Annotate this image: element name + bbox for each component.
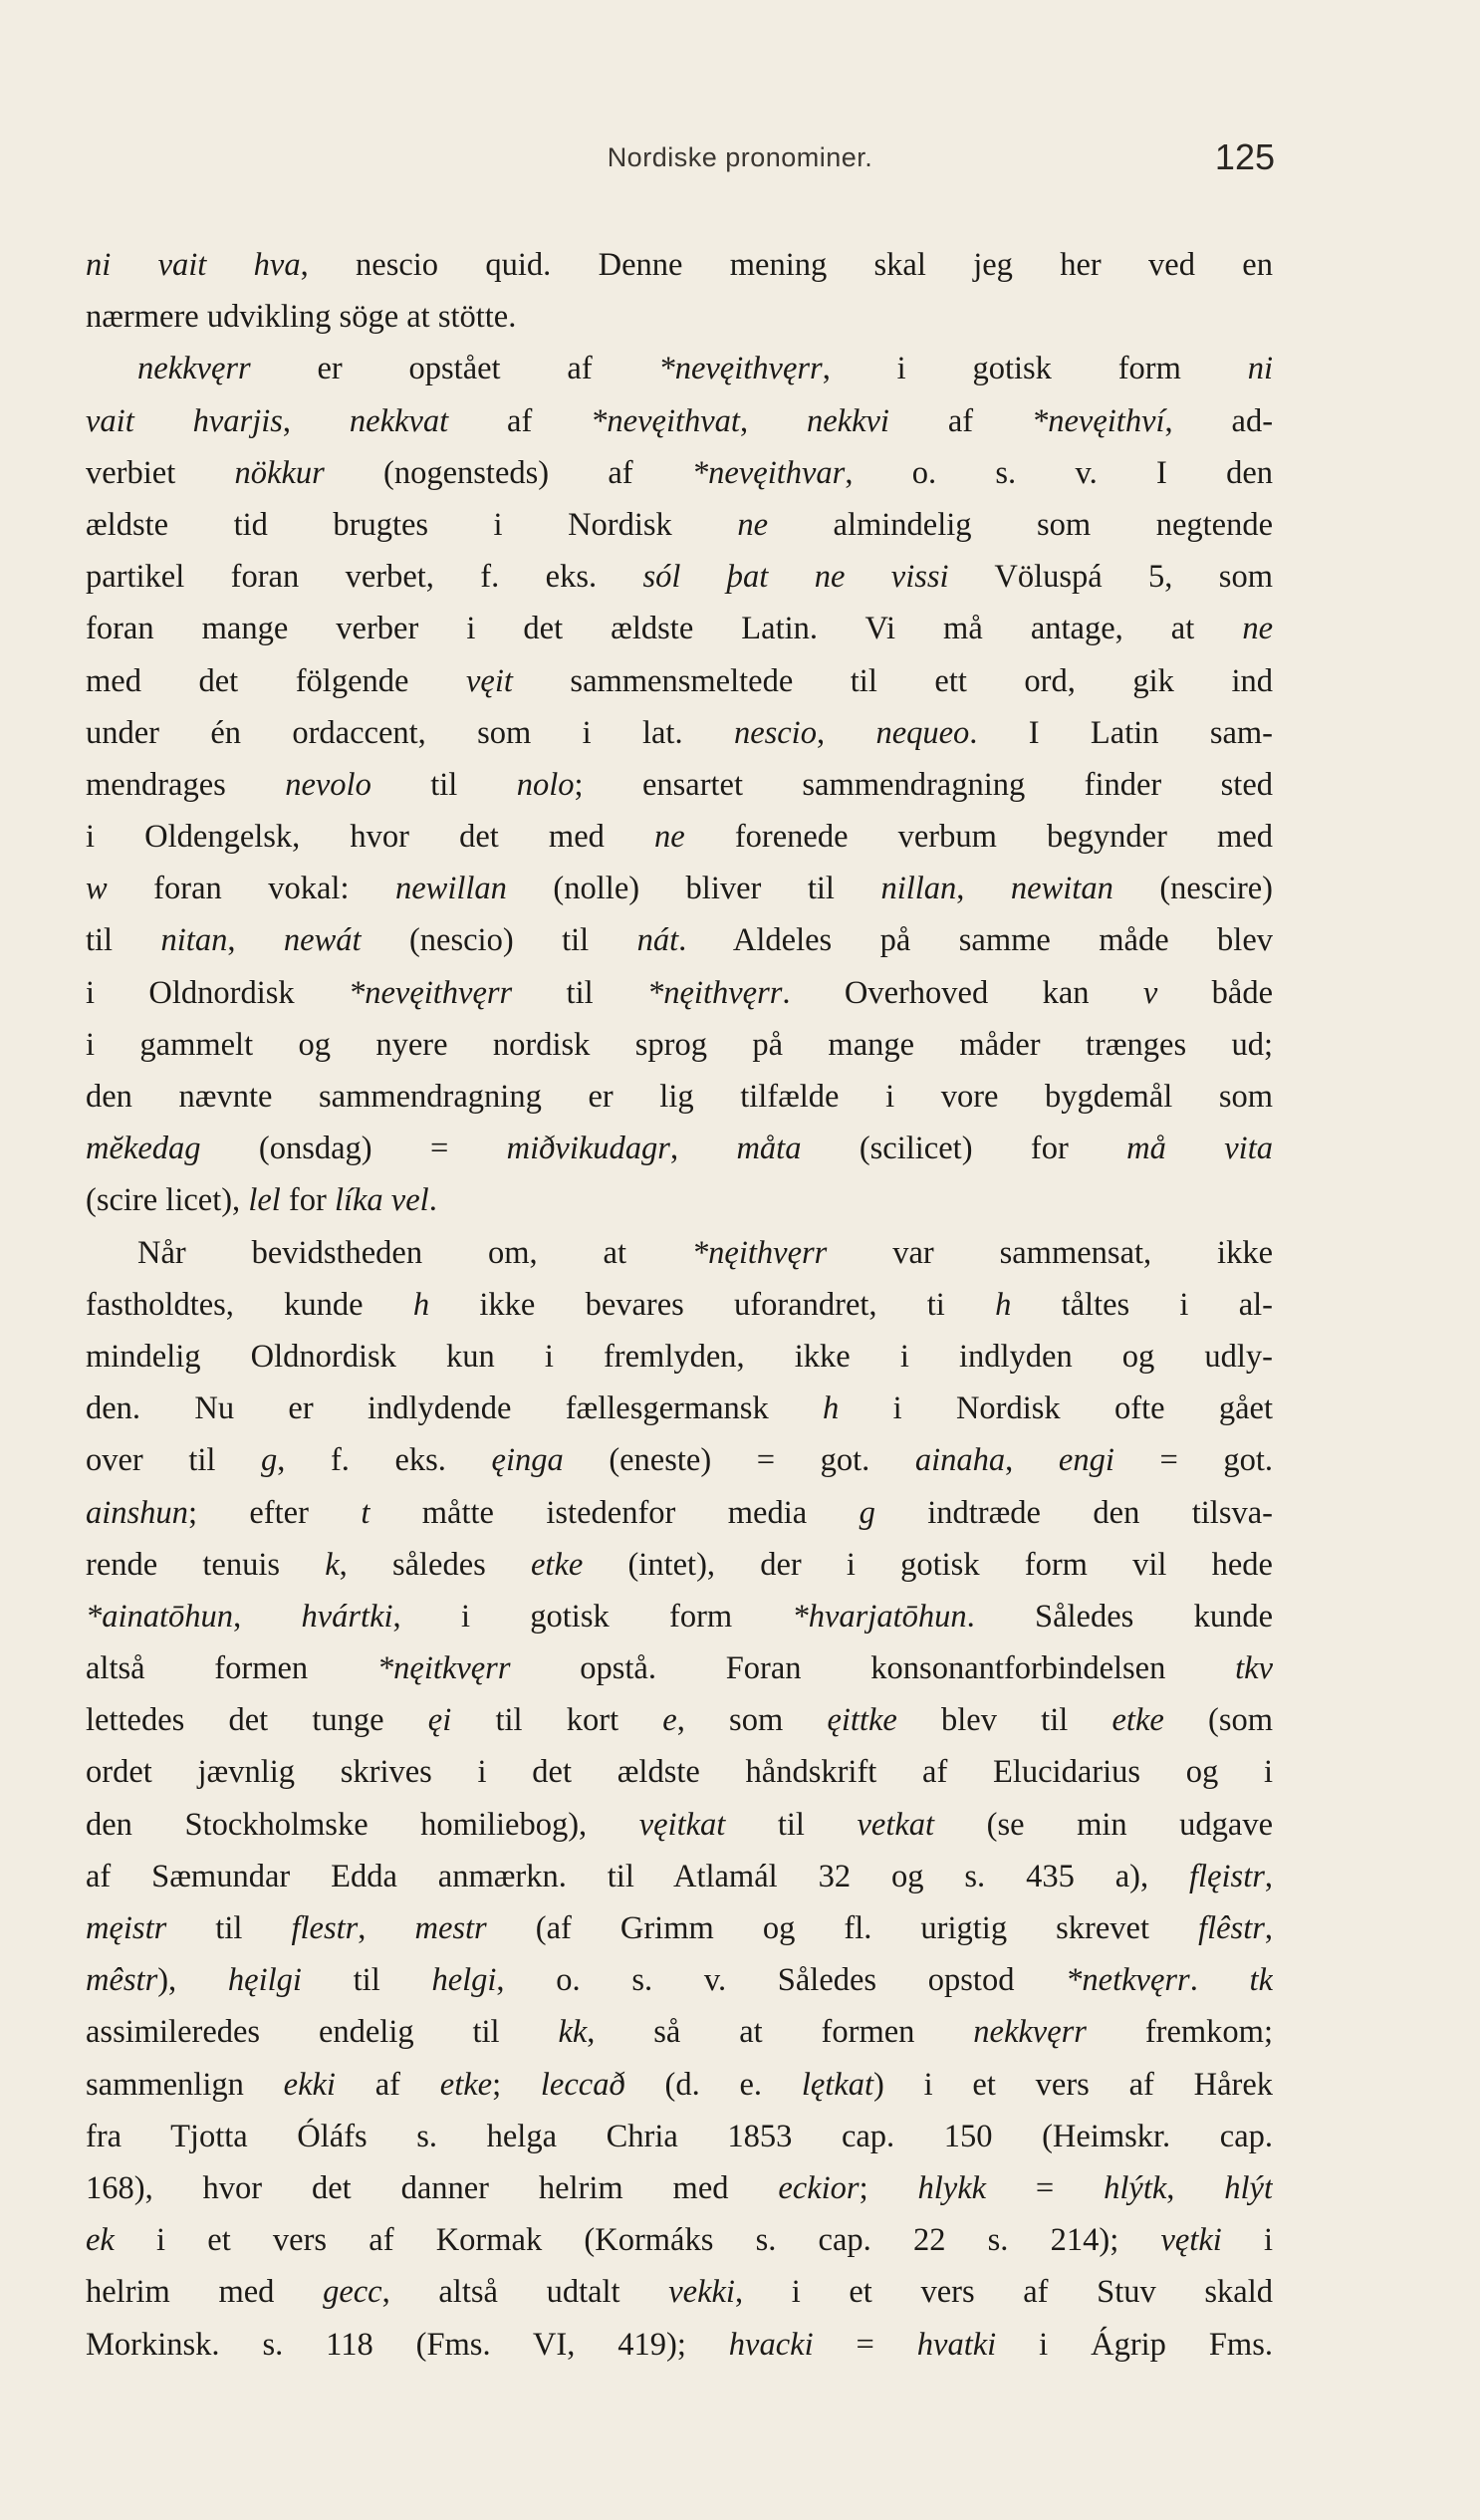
text-run: , i gotisk form [392, 1598, 793, 1635]
text-run: . [428, 1182, 437, 1219]
text-run: , [282, 402, 350, 439]
text-run: forenede verbum begynder med [684, 819, 1273, 856]
italic-term: e [662, 1702, 677, 1739]
italic-term: ne [1242, 611, 1273, 647]
text-line [86, 967, 1273, 1019]
text-run: både [1157, 974, 1273, 1011]
italic-term: nillan [880, 871, 957, 907]
italic-term: nökkur [234, 454, 325, 491]
text-run: lettedes det tunge [86, 1702, 428, 1739]
text-run: . [1189, 1962, 1250, 1999]
italic-term: *nevęithví [1031, 402, 1165, 439]
text-run: ) i et vers af Hårek [873, 2066, 1273, 2103]
italic-term: flêstr [1198, 1910, 1265, 1946]
text-line [86, 1851, 1273, 1902]
text-run: (af Grimm og fl. urigtig skrevet [486, 1910, 1199, 1946]
italic-term: *nęithvęrr [646, 974, 783, 1011]
italic-term: ęinga [491, 1442, 564, 1479]
text-run: (eneste) = got. [563, 1442, 915, 1479]
text-run: = [813, 2326, 917, 2363]
italic-term: nekkvat [349, 402, 449, 439]
italic-term: ainshun [86, 1494, 188, 1531]
italic-term: ainaha [914, 1442, 1006, 1479]
text-run: assimileredes endelig til [86, 2014, 559, 2051]
text-run: (nogensteds) af [324, 454, 692, 491]
italic-term: hvatki [916, 2326, 997, 2363]
text-run: foran vokal: [107, 871, 395, 907]
text-run: , [1005, 1442, 1059, 1479]
italic-term: g [859, 1494, 875, 1531]
text-run: (nescio) til [361, 922, 637, 959]
italic-term: måta [736, 1131, 802, 1167]
italic-term: *nevęithvęrr [658, 351, 823, 387]
italic-term: męistr [86, 1910, 167, 1946]
text-run: (onsdag) = [200, 1131, 507, 1167]
italic-term: etke [530, 1546, 584, 1583]
italic-term: tk [1249, 1962, 1273, 1999]
text-run: , f. eks. [277, 1442, 492, 1479]
text-run: af Sæmundar Edda anmærkn. til Atlamál 32 og s. 435 a), [86, 1858, 1190, 1894]
text-line [86, 447, 1273, 499]
italic-term: mĕkedag [86, 1131, 201, 1167]
text-run: Morkinsk. s. 118 (Fms. VI, 419); [86, 2326, 729, 2363]
text-run: Völuspá 5, som [948, 559, 1273, 596]
text-line [86, 2214, 1273, 2266]
italic-term: ęi [427, 1702, 452, 1739]
italic-term: vętki [1160, 2222, 1222, 2259]
text-run: måtte istedenfor media [370, 1494, 860, 1531]
text-run: fra Tjotta Óláfs s. helga Chria 1853 cap. 150 (Heimskr. cap. [86, 2118, 1273, 2154]
text-line [86, 863, 1273, 914]
text-run: helrim med [86, 2274, 324, 2311]
text-run: almindelig som negtende [768, 506, 1273, 543]
italic-term: vetkat [857, 1806, 935, 1843]
text-run: , [233, 1598, 302, 1635]
text-line [86, 1902, 1273, 1954]
text-run: i Ágrip Fms. [996, 2326, 1273, 2363]
text-line [86, 1591, 1273, 1642]
text-run: . I Latin sam- [969, 714, 1273, 751]
text-run: rende tenuis [86, 1546, 326, 1583]
italic-term: lel [248, 1182, 281, 1219]
body-text [86, 239, 1273, 2371]
text-line [86, 1954, 1273, 2006]
text-line [86, 395, 1273, 447]
italic-term: ne [737, 506, 769, 543]
text-run: verbiet [86, 454, 235, 491]
text-run: = got. [1113, 1442, 1273, 1479]
italic-term: vęit [465, 662, 513, 699]
text-run: foran mange verber i det ældste Latin. Vi må antage, at [86, 611, 1243, 647]
text-line [86, 914, 1273, 966]
text-run: , [358, 1910, 415, 1946]
italic-term: *nęitkvęrr [376, 1650, 511, 1687]
italic-term: w [86, 871, 108, 907]
text-run: til [370, 766, 517, 803]
italic-term: *nevęithvęrr [348, 974, 513, 1011]
text-line [86, 2266, 1273, 2318]
text-line [86, 2111, 1273, 2162]
italic-term: newitan [1010, 871, 1113, 907]
text-run: mendrages [86, 766, 286, 803]
italic-term: vęitkat [638, 1806, 726, 1843]
text-run: (scilicet) for [801, 1131, 1127, 1167]
text-run: , så at formen [587, 2014, 974, 2051]
italic-term: g [261, 1442, 278, 1479]
italic-term: newillan [394, 871, 507, 907]
text-run: , [739, 402, 807, 439]
page-header-title: Nordiske pronominer. [607, 142, 873, 172]
text-line [86, 1539, 1273, 1591]
text-run: , [669, 1131, 737, 1167]
text-run: . Overhoved kan [782, 974, 1143, 1011]
italic-term: nevolo [285, 766, 371, 803]
text-run: til kort [451, 1702, 663, 1739]
text-run: til [725, 1806, 858, 1843]
text-run: opstå. Foran konsonantforbindelsen [510, 1650, 1236, 1687]
text-run: . Således kunde [966, 1598, 1273, 1635]
italic-term: ni [1247, 351, 1273, 387]
italic-term: v [1142, 974, 1158, 1011]
text-run: ; efter [187, 1494, 362, 1531]
text-run: , [1264, 1910, 1273, 1946]
text-run: (d. e. [624, 2066, 802, 2103]
italic-term: nekkvęrr [137, 351, 251, 387]
italic-term: må vita [1126, 1131, 1273, 1167]
text-run: , [227, 922, 284, 959]
text-run: i Oldnordisk [86, 974, 349, 1011]
text-run: over til [86, 1442, 261, 1479]
italic-term: hęilgi [227, 1962, 302, 1999]
text-run: , [956, 871, 1011, 907]
italic-term: h [823, 1390, 840, 1427]
italic-term: hvártki [301, 1598, 393, 1635]
text-line [86, 1331, 1273, 1383]
text-line [86, 707, 1273, 759]
italic-term: miðvikudagr [506, 1131, 670, 1167]
text-run: , altså udtalt [381, 2274, 669, 2311]
text-line [86, 603, 1273, 654]
text-line [86, 499, 1273, 551]
italic-term: k [325, 1546, 340, 1583]
text-run: fastholdtes, kunde [86, 1286, 413, 1323]
italic-term: ęittke [827, 1702, 897, 1739]
text-line [86, 1434, 1273, 1486]
text-line [86, 1746, 1273, 1798]
text-run: (intet), der i gotisk form vil hede [583, 1546, 1273, 1583]
italic-term: nekkvi [806, 402, 889, 439]
text-run: til [512, 974, 647, 1011]
italic-term: kk [558, 2014, 588, 2051]
text-run: var sammensat, ikke [827, 1234, 1273, 1271]
text-line [86, 1487, 1273, 1539]
text-run: mindelig Oldnordisk kun i fremlyden, ikke i indlyden og udly- [86, 1338, 1273, 1375]
text-line [86, 1123, 1273, 1174]
text-run: 168), hvor det danner helrim med [86, 2169, 779, 2206]
italic-term: hlýtk [1104, 2169, 1167, 2206]
text-run: ; [859, 2169, 918, 2206]
italic-term: nequeo [875, 714, 970, 751]
text-line [86, 551, 1273, 603]
italic-term: newát [283, 922, 362, 959]
italic-term: *nęithvęrr [691, 1234, 828, 1271]
text-line [86, 2059, 1273, 2111]
text-run: ; ensartet sammendragning finder sted [574, 766, 1273, 803]
text-run: i et vers af Kormak (Kormáks s. cap. 22 s. 214); [114, 2222, 1161, 2259]
text-line [86, 2319, 1273, 2371]
italic-term: ne [654, 819, 685, 856]
italic-term: ek [86, 2222, 115, 2259]
text-line [86, 239, 1273, 291]
text-line [86, 343, 1273, 394]
italic-term: leccað [540, 2066, 625, 2103]
text-line [86, 811, 1273, 863]
text-run: (scire licet), [86, 1182, 249, 1219]
italic-term: *ainatōhun [86, 1598, 234, 1635]
italic-term: *nevęithvar [691, 454, 846, 491]
text-run: . Aldeles på samme måde blev [678, 922, 1273, 959]
italic-term: flestr [291, 1910, 359, 1946]
text-line [86, 759, 1273, 811]
italic-term: nescio [733, 714, 817, 751]
italic-term: *nevęithvat [591, 402, 740, 439]
italic-term: vait hvarjis [86, 402, 283, 439]
text-run: ordet jævnlig skrives i det ældste håndskrift af Elucidarius og i [86, 1754, 1273, 1791]
text-line [86, 1383, 1273, 1434]
running-head [0, 136, 1480, 202]
text-run: til [301, 1962, 432, 1999]
text-run: , som [676, 1702, 828, 1739]
text-run: for [280, 1182, 335, 1219]
text-run: Når bevidstheden om, at [137, 1234, 692, 1271]
italic-term: t [361, 1494, 370, 1531]
text-run: ikke bevares uforandret, ti [429, 1286, 996, 1323]
text-run: partikel foran verbet, f. eks. [86, 559, 643, 596]
text-line [86, 1799, 1273, 1851]
italic-term: hvacki [728, 2326, 814, 2363]
text-line [86, 2162, 1273, 2214]
italic-term: etke [439, 2066, 493, 2103]
text-line [86, 1019, 1273, 1071]
text-run: , i gotisk form [822, 351, 1248, 387]
text-run: (nolle) bliver til [506, 871, 881, 907]
text-run: sammensmeltede til ett ord, gik ind [512, 662, 1273, 699]
text-run: i [1221, 2222, 1273, 2259]
italic-term: nát [636, 922, 679, 959]
text-line [86, 1227, 1273, 1279]
italic-term: hlýt [1224, 2169, 1273, 2206]
text-run: af [335, 2066, 440, 2103]
text-line [86, 655, 1273, 707]
italic-term: líka vel [334, 1182, 429, 1219]
text-run: (se min udgave [934, 1806, 1273, 1843]
italic-term: mestr [414, 1910, 487, 1946]
italic-term: h [995, 1286, 1012, 1323]
italic-term: lętkat [801, 2066, 874, 2103]
text-run: indtræde den tilsva- [874, 1494, 1273, 1531]
italic-term: nolo [516, 766, 575, 803]
text-run: til [86, 922, 161, 959]
text-run: blev til [896, 1702, 1112, 1739]
italic-term: *netkvęrr [1066, 1962, 1190, 1999]
italic-term: flęistr [1189, 1858, 1265, 1894]
text-run: den Stockholmske homiliebog), [86, 1806, 639, 1843]
text-run: i gammelt og nyere nordisk sprog på mange måder trænges ud; [86, 1026, 1273, 1063]
text-run: ; [492, 2066, 541, 2103]
text-run: i Nordisk ofte gået [839, 1390, 1273, 1427]
text-run: = [986, 2169, 1105, 2206]
text-run: , o. s. v. Således opstod [496, 1962, 1067, 1999]
italic-term: engi [1058, 1442, 1114, 1479]
text-run: sammenlign [86, 2066, 284, 2103]
text-line [86, 1694, 1273, 1746]
text-run: den. Nu er indlydende fællesgermansk [86, 1390, 824, 1427]
italic-term: helgi [431, 1962, 497, 1999]
text-run: i Oldengelsk, hvor det med [86, 819, 655, 856]
text-run: , [1166, 2169, 1225, 2206]
text-run: , o. s. v. I den [845, 454, 1273, 491]
text-run: ældste tid brugtes i Nordisk [86, 506, 738, 543]
text-run: , således [339, 1546, 531, 1583]
text-run: (som [1163, 1702, 1273, 1739]
italic-term: etke [1111, 1702, 1164, 1739]
text-line [86, 2006, 1273, 2058]
text-run: , [1264, 1858, 1273, 1894]
text-line [86, 1642, 1273, 1694]
text-run: , i et vers af Stuv skald [734, 2274, 1273, 2311]
text-run: , nescio quid. Denne mening skal jeg her ved en [300, 247, 1273, 283]
text-run: fremkom; [1086, 2014, 1273, 2051]
italic-term: h [412, 1286, 430, 1323]
text-line [86, 1174, 1273, 1226]
italic-term: sól þat ne vissi [642, 559, 949, 596]
text-run: , [816, 714, 876, 751]
italic-term: ekki [283, 2066, 336, 2103]
italic-term: nekkvęrr [973, 2014, 1087, 2051]
page-number: 125 [1214, 136, 1275, 177]
italic-term: eckior [778, 2169, 860, 2206]
text-run: den nævnte sammendragning er lig tilfælde i vore bygdemål som [86, 1079, 1273, 1115]
text-run: (nescire) [1112, 871, 1273, 907]
text-run: med det fölgende [86, 662, 466, 699]
text-run: nærmere udvikling söge at stötte. [86, 299, 517, 336]
italic-term: hlykk [917, 2169, 987, 2206]
text-run: under én ordaccent, som i lat. [86, 714, 734, 751]
text-run: ), [157, 1962, 228, 1999]
text-run: af [448, 402, 592, 439]
italic-term: tkv [1235, 1650, 1273, 1687]
text-run: tåltes i al- [1011, 1286, 1273, 1323]
italic-term: ni vait hva [86, 247, 301, 283]
italic-term: vekki [668, 2274, 735, 2311]
text-line [86, 1279, 1273, 1331]
italic-term: gecc [323, 2274, 382, 2311]
text-run: er opstået af [250, 351, 659, 387]
italic-term: mêstr [86, 1962, 158, 1999]
italic-term: nitan [160, 922, 228, 959]
text-line [86, 291, 1273, 343]
text-line [86, 1071, 1273, 1123]
text-run: , ad- [1164, 402, 1273, 439]
text-run: altså formen [86, 1650, 377, 1687]
text-run: af [888, 402, 1032, 439]
text-run: til [166, 1910, 292, 1946]
italic-term: *hvarjatōhun [792, 1598, 967, 1635]
